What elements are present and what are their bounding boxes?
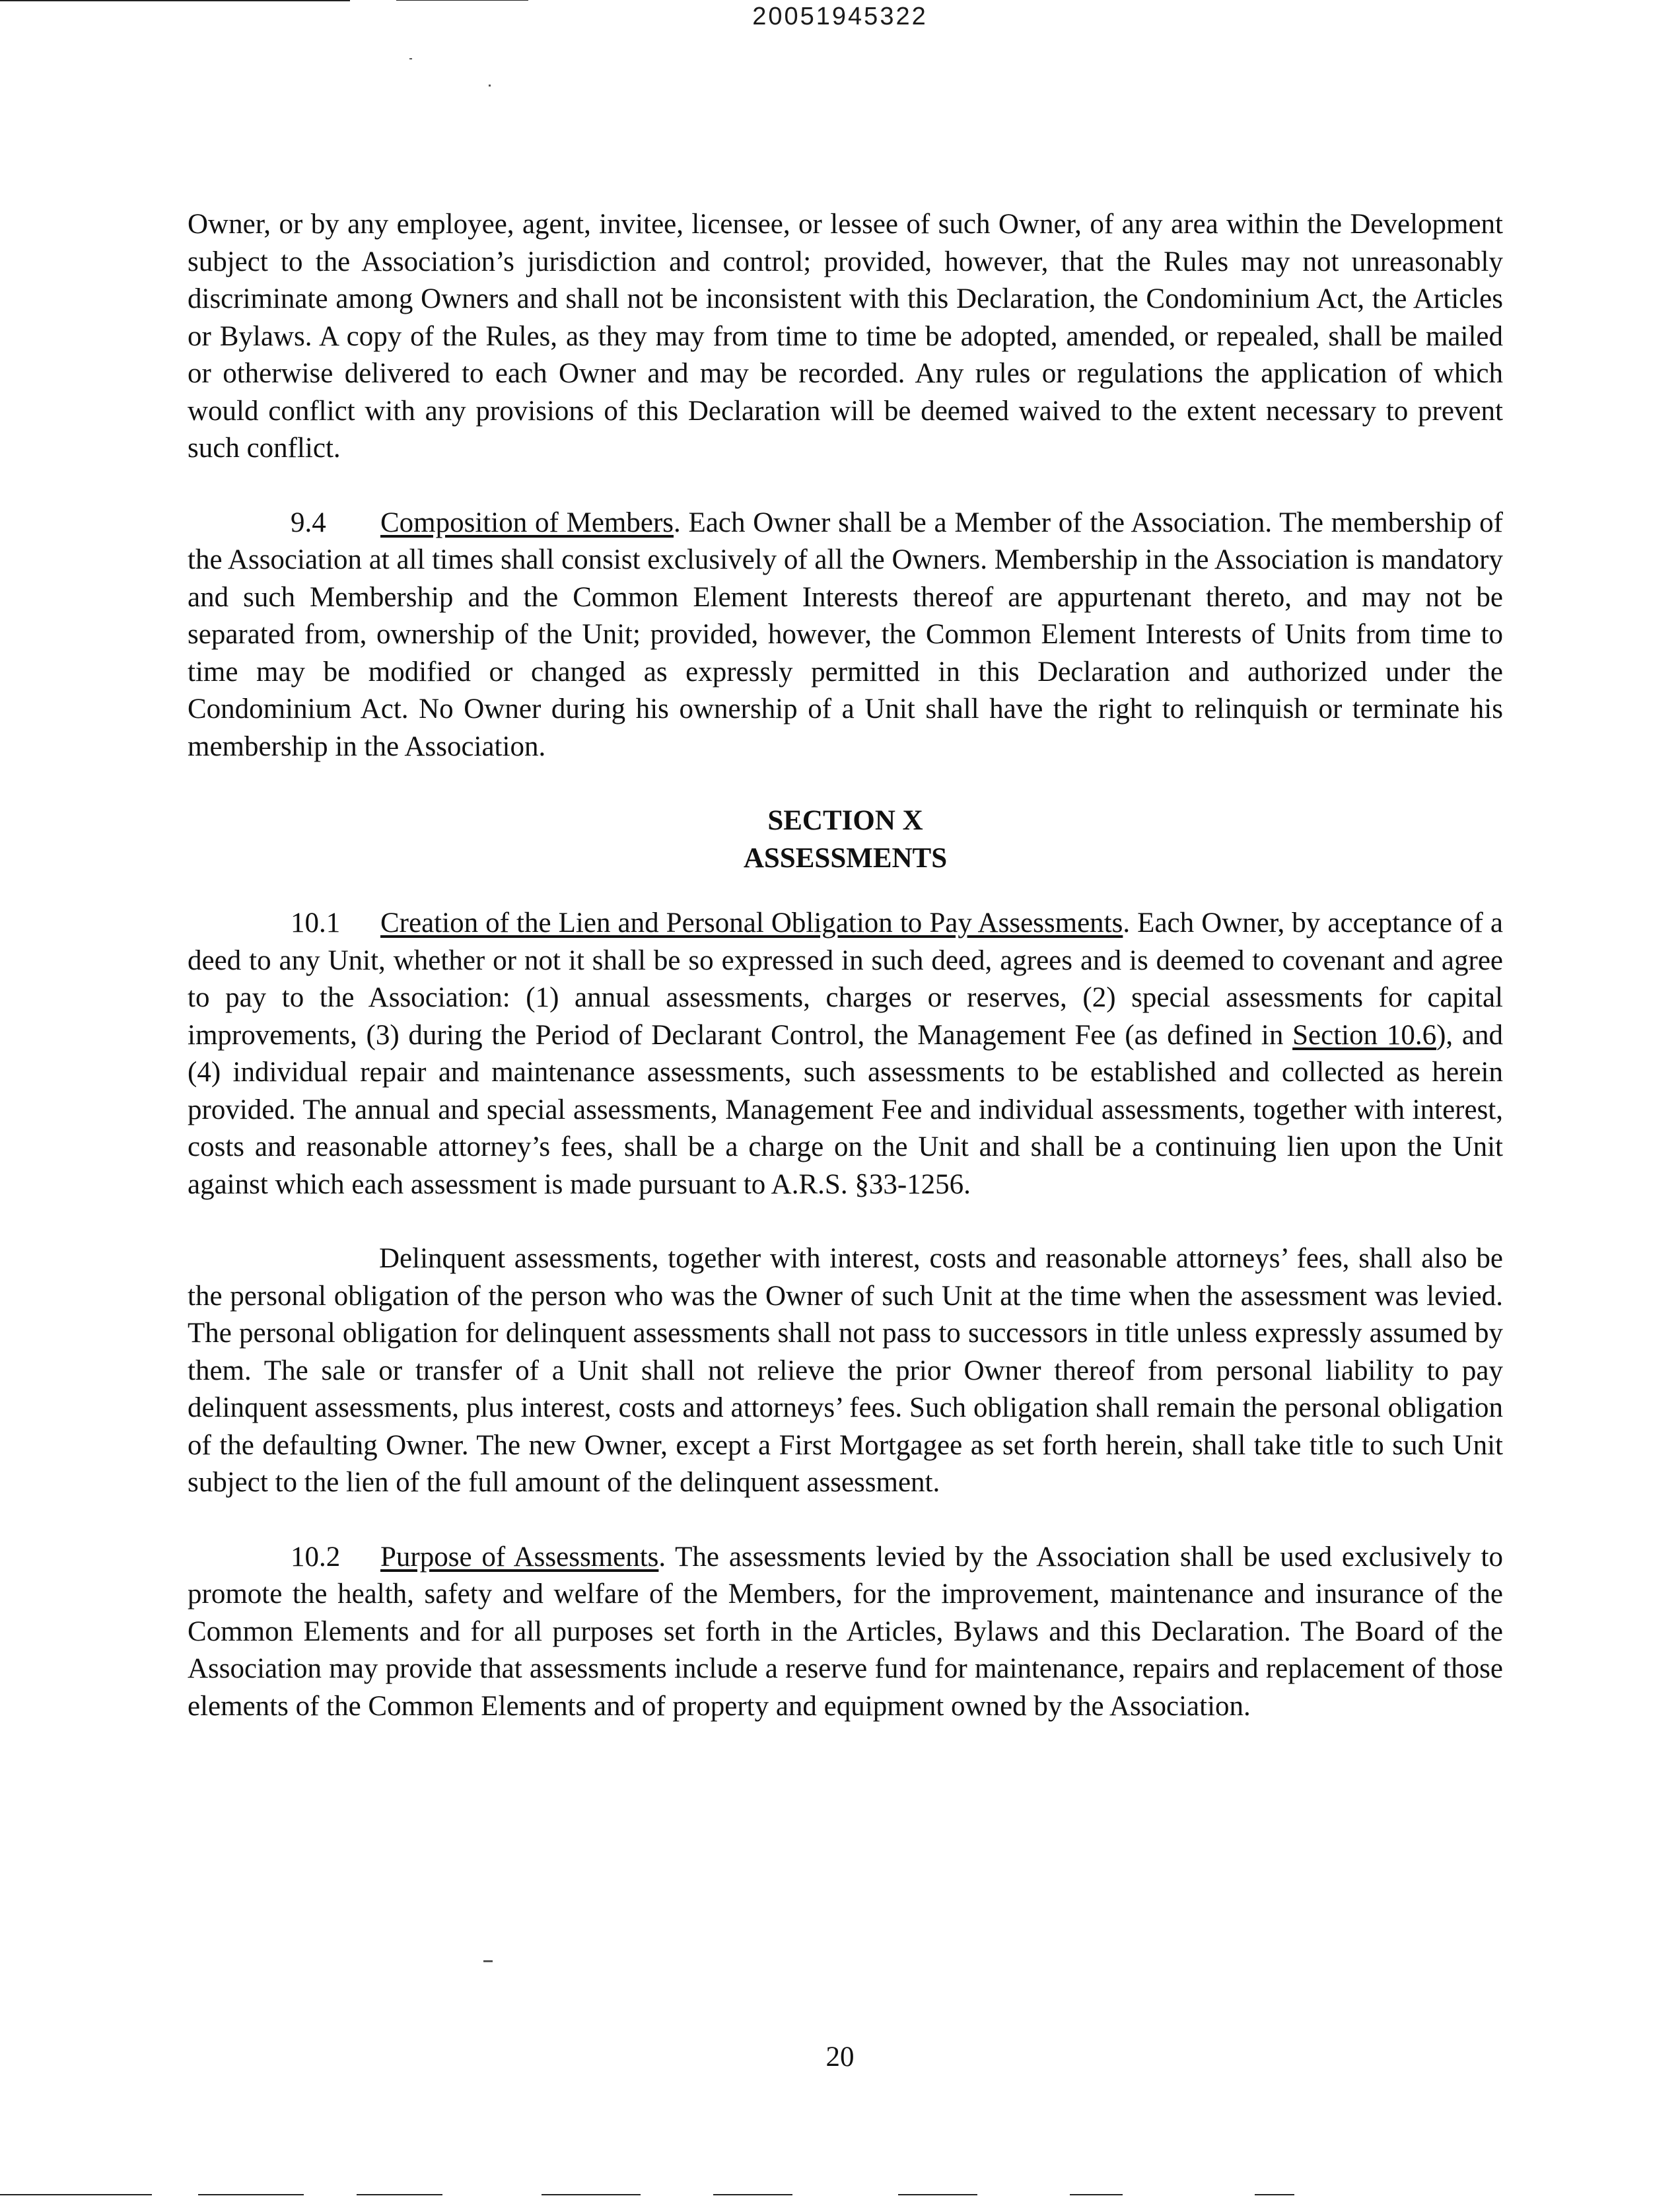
section-title: Purpose of Assessments — [380, 1541, 659, 1573]
bottom-scan-rule — [198, 2194, 304, 2195]
top-scan-rule — [0, 0, 350, 1]
section-heading — [188, 802, 1503, 877]
section-heading-number: SECTION X — [767, 805, 923, 836]
bottom-scan-rule — [713, 2194, 792, 2195]
bottom-scan-rule — [0, 2194, 152, 2195]
top-scan-rule-short — [396, 0, 528, 1]
paragraph-10-1 — [188, 905, 1503, 1203]
paragraph-text: Delinquent assessments, together with interest, costs and reasonable attorneys’ fees, shall also be the personal obligation of the person who was the Owner of such Unit at the time when the assessment was levied. The personal obligation for delinquent assessments shall not pass to successors in title unless expressly assumed by them. The sale or transfer of a Unit shall not relieve the prior Owner thereof from personal liability to pay delinquent assessments, plus interest, costs and attorneys’ fees. Such obligation shall remain the personal obligation of the defaulting Owner. The new Owner, except a First Mortgagee as set forth herein, shall take title to such Unit subject to the lien of the full amount of the delinquent assessment. — [188, 1243, 1503, 1498]
document-body — [188, 206, 1503, 1762]
paragraph-9-4 — [188, 505, 1503, 766]
scan-speck — [483, 1960, 493, 1962]
paragraph-text: ), and (4) individual repair and maintenance assessments, such assessments to be established and collected as herein provided. The annual and special assessments, Management Fee and individual assessments, together with interest, costs and reasonable attorney’s fees, shall be a charge on the Unit and shall be a continuing lien upon the Unit against which each assessment is made pursuant to A.R.S. §33-1256. — [188, 1019, 1503, 1200]
section-number: 10.1 — [291, 907, 341, 939]
paragraph-text: . Each Owner shall be a Member of the Association. The membership of the Association at all times shall consist exclusively of all the Owners. Membership in the Association is mandatory and such Membership and the Common Element Interests thereof are appurtenant thereto, and may not be separated from, ownership of the Unit; provided, however, the Common Element Interests of Units from time to time may be modified or changed as expressly permitted in this Declaration and authorized under the Condominium Act. No Owner during his ownership of a Unit shall have the right to relinquish or terminate his membership in the Association. — [188, 507, 1503, 762]
bottom-scan-rule — [1070, 2194, 1123, 2195]
section-number: 9.4 — [291, 507, 326, 538]
scan-speck — [409, 58, 412, 59]
section-title: Composition of Members — [380, 507, 674, 538]
bottom-scan-rule — [357, 2194, 442, 2195]
paragraph-rules-continuation — [188, 206, 1503, 468]
section-number: 10.2 — [291, 1541, 341, 1573]
page-number: 20 — [825, 2041, 855, 2073]
paragraph-delinquent-assessments — [188, 1240, 1503, 1502]
paragraph-text: . The assessments levied by the Association shall be used exclusively to promote the health, safety and welfare of the Members, for the improvement, maintenance and insurance of the Common Elements and for all purposes set forth in the Articles, Bylaws and this Declaration. The Board of the Association may provide that assessments include a reserve fund for maintenance, repairs and replacement of those elements of the Common Elements and of property and equipment owned by the Association. — [188, 1541, 1503, 1722]
paragraph-10-2 — [188, 1539, 1503, 1726]
scan-speck — [489, 85, 491, 87]
paragraph-text: Owner, or by any employee, agent, invitee, licensee, or lessee of such Owner, of any area within the Development subject to the Association’s jurisdiction and control; provided, however, that the Rules may not unreasonably discriminate among Owners and shall not be inconsistent with this Declaration, the Condominium Act, the Articles or Bylaws. A copy of the Rules, as they may from time to time be adopted, amended, or repealed, shall be mailed or otherwise delivered to each Owner and may be recorded. Any rules or regulations the application of which would conflict with any provisions of this Declaration will be deemed waived to the extent necessary to prevent such conflict. — [188, 209, 1503, 464]
bottom-scan-rule — [1255, 2194, 1294, 2195]
document-number: 20051945322 — [752, 3, 928, 30]
section-heading-title: ASSESSMENTS — [743, 842, 948, 874]
paragraph-text: . Each Owner, by acceptance of a deed to any Unit, whether or not it shall be so expressed in such deed, agrees and is deemed to covenant and agree to pay to the Association: (1) annual assessments, charges or reserves, (2) special assessments for capital improvements, (3) during the Period of Declarant Control, the Management Fee (as defined in — [188, 907, 1503, 1051]
bottom-scan-rule — [898, 2194, 977, 2195]
section-reference: Section 10.6 — [1292, 1019, 1437, 1051]
bottom-scan-rule — [542, 2194, 641, 2195]
section-title: Creation of the Lien and Personal Obligation to Pay Assessments — [380, 907, 1123, 939]
